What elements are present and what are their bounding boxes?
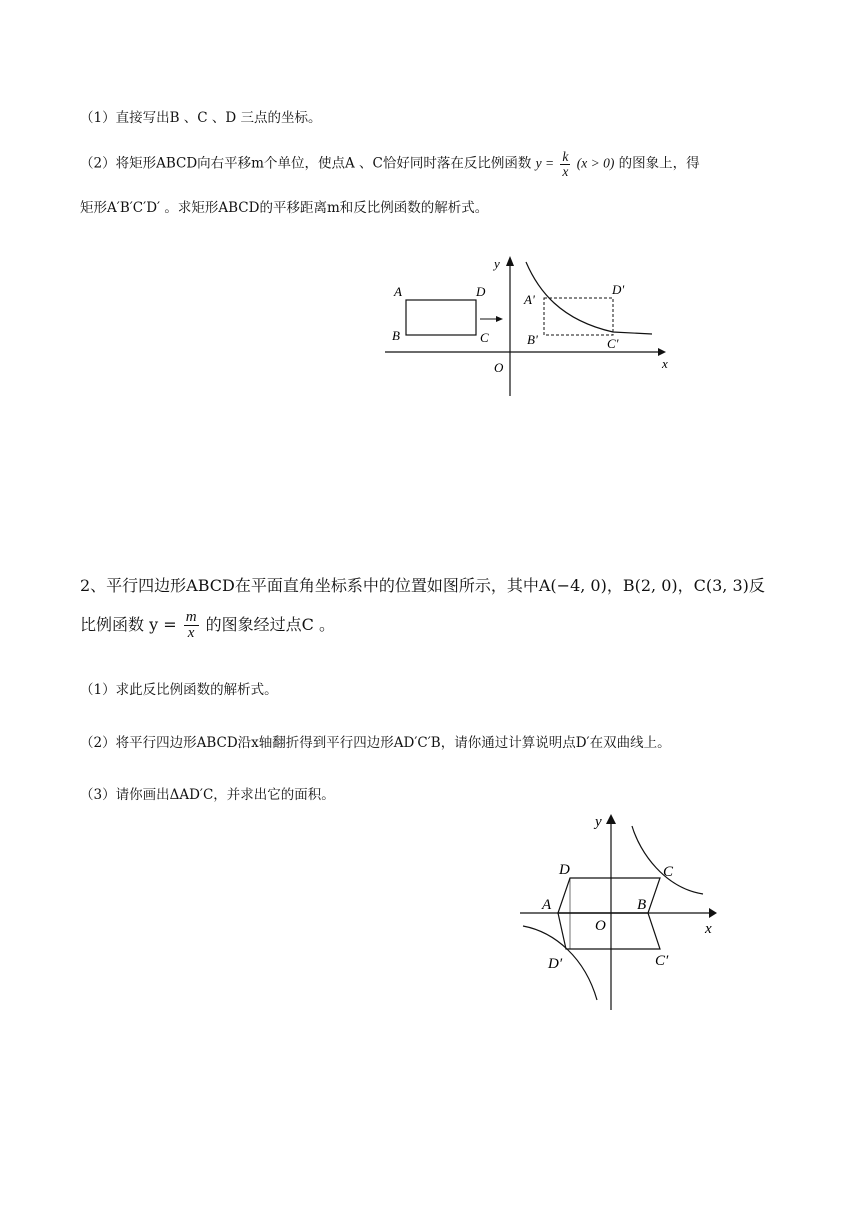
- problem2-intro-line2: [80, 610, 335, 641]
- figure2-label-O: O: [595, 918, 606, 934]
- problem1-part2-y: y =: [535, 155, 555, 171]
- figure1-label-O: O: [494, 360, 504, 375]
- figure1-label-A: A: [394, 284, 402, 299]
- problem2-part1: （1）求此反比例函数的解析式。: [80, 682, 278, 698]
- figure1-diagram: [380, 250, 680, 400]
- figure1-shift-arrowhead: [496, 316, 503, 322]
- fraction-denominator: x: [562, 163, 569, 179]
- fraction-denominator: x: [187, 625, 195, 641]
- figure2-x-arrow: [709, 908, 717, 918]
- problem1-part2-text-b: 的图象上，得: [618, 155, 700, 172]
- figure1-label-B: B: [392, 328, 400, 343]
- figure2-label-x: x: [705, 921, 712, 937]
- figure2-label-C1: C′: [655, 953, 669, 969]
- problem1-part2-fraction: [560, 150, 570, 178]
- problem2-part3: （3）请你画出ΔAD′C，并求出它的面积。: [80, 787, 335, 803]
- figure1-label-C: C: [480, 330, 489, 345]
- figure2-label-D1: D′: [548, 956, 563, 972]
- figure2-hyperbola-q1: [632, 826, 703, 894]
- figure2-parallelogram-adcb: [558, 913, 660, 949]
- problem2-intro-text-b2: 的图象经过点C 。: [205, 615, 335, 634]
- figure2-label-B: B: [637, 897, 647, 913]
- problem2-fraction: [184, 610, 199, 641]
- problem1-part2-text-a: （2）将矩形ABCD向右平移m个单位，使点A 、C恰好同时落在反比例函数: [80, 155, 532, 172]
- figure1-rect-abcd: [406, 300, 476, 335]
- figure2-label-C: C: [663, 864, 674, 880]
- fraction-numerator: k: [562, 149, 569, 164]
- figure1-label-x: x: [662, 356, 668, 371]
- problem2-intro-text-b1: 比例函数 y =: [80, 615, 177, 634]
- problem2-part2: （2）将平行四边形ABCD沿x轴翻折得到平行四边形AD′C′B，请你通过计算说明点D′在双曲线上。: [80, 735, 671, 751]
- figure1-label-y: y: [494, 256, 500, 271]
- figure1-label-C1: C': [607, 336, 619, 351]
- figure1-label-D1: D': [612, 282, 625, 297]
- figure2-diagram: [515, 808, 730, 1013]
- figure2-label-A: A: [542, 897, 552, 913]
- problem2-intro-line1: 2、平行四边形ABCD在平面直角坐标系中的位置如图所示，其中A(−4, 0)，B(2, 0)，C(3, 3)反: [80, 576, 765, 595]
- figure1-label-B1: B': [527, 332, 538, 347]
- figure1-y-arrow: [506, 256, 514, 266]
- figure2-label-D: D: [559, 862, 570, 878]
- fraction-numerator: m: [185, 609, 197, 625]
- figure2-y-arrow: [606, 814, 616, 824]
- problem1-part2-line1: [80, 150, 700, 178]
- problem1-part2-condition: (x > 0): [576, 155, 615, 171]
- figure2-label-y: y: [595, 814, 602, 830]
- figure1-x-arrow: [658, 348, 666, 356]
- problem1-part2-line2: 矩形A′B′C′D′ 。求矩形ABCD的平移距离m和反比例函数的解析式。: [80, 200, 489, 216]
- figure1-label-A1: A': [524, 292, 535, 307]
- problem1-part1: （1）直接写出B 、C 、D 三点的坐标。: [80, 110, 322, 126]
- figure1-label-D: D: [476, 284, 486, 299]
